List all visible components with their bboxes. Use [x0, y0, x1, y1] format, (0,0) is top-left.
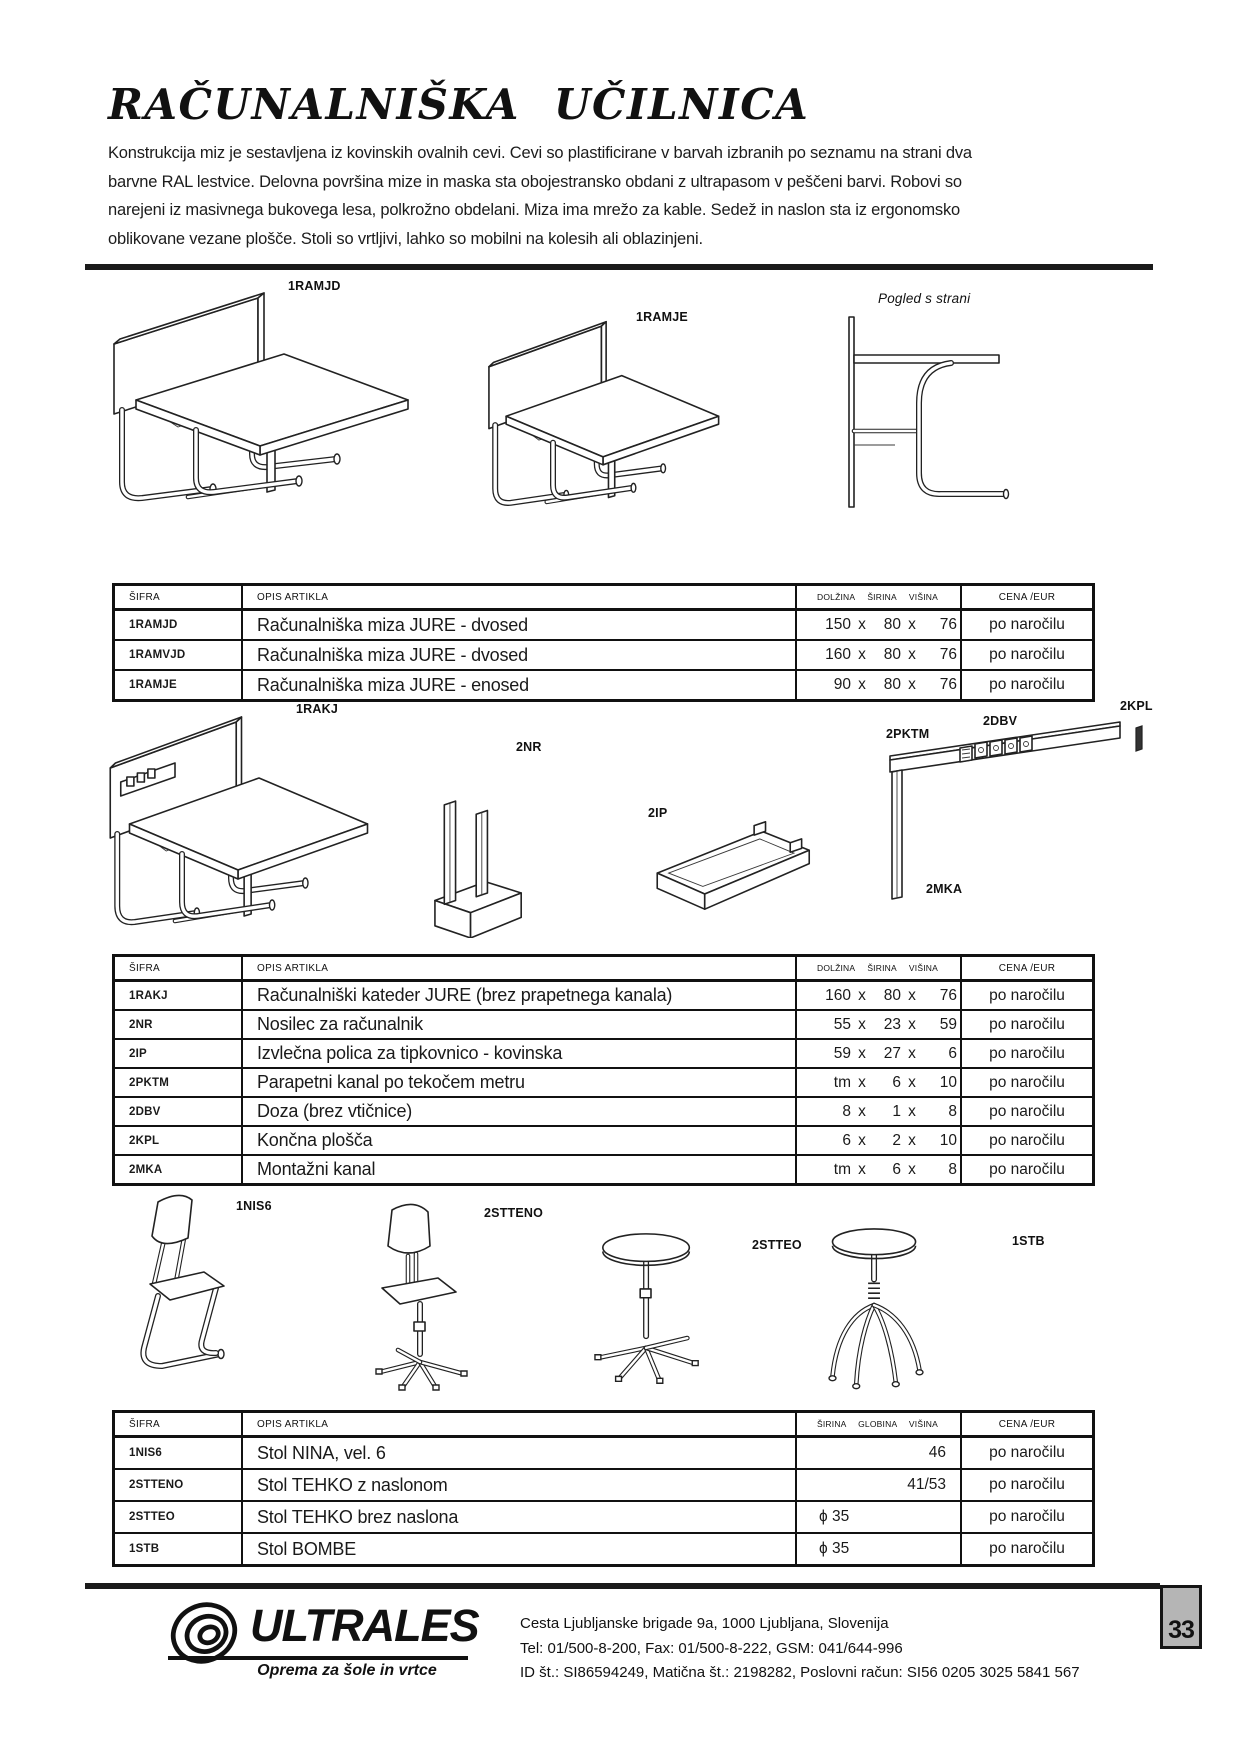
dimension-values	[797, 616, 960, 634]
brand-name: ULTRALES	[250, 1600, 479, 1651]
dim-value: 80	[883, 616, 901, 633]
table-row	[115, 639, 1092, 669]
item-description: Doza (brez vtičnice)	[243, 1098, 797, 1125]
code-column-header: ŠIFRA	[115, 586, 243, 608]
item-code: 2NR	[115, 1011, 243, 1038]
price-column-header: CENA /EUR	[998, 591, 1056, 603]
item-description: Računalniška miza JURE - enosed	[243, 671, 797, 699]
item-description: Nosilec za računalnik	[243, 1011, 797, 1038]
dim-separator: x	[858, 1044, 866, 1062]
price-column-header: CENA /EUR	[998, 962, 1056, 974]
dim-value: 90	[833, 676, 851, 693]
item-price: po naročilu	[989, 1508, 1065, 1525]
item-dimensions	[797, 1438, 962, 1468]
dim-value: 2	[892, 1131, 901, 1149]
dim-value: 80	[883, 986, 901, 1004]
dim-value: 55	[833, 1015, 851, 1033]
table-row	[115, 1500, 1092, 1532]
dim-value: 76	[939, 616, 957, 633]
footer-phones: Tel: 01/500-8-200, Fax: 01/500-8-222, GSM: 041/644-996	[520, 1639, 903, 1657]
dimension-word: VIŠINA	[908, 1419, 938, 1429]
dim-separator: x	[908, 1102, 916, 1120]
footer-address: Cesta Ljubljanske brigade 9a, 1000 Ljubljana, Slovenija	[520, 1615, 889, 1632]
item-description: Izvlečna polica za tipkovnico - kovinska	[243, 1040, 797, 1067]
table-row	[115, 1468, 1092, 1500]
intro-line: oblikovane vezane plošče. Stoli so vrtljivi, lahko so mobilni na kolesih ali oblazinjeni.	[108, 229, 703, 248]
dim-value: 76	[939, 986, 957, 1004]
item-code: 2STTEO	[115, 1502, 243, 1532]
item-dimensions	[797, 1098, 962, 1125]
item-dimensions	[797, 671, 962, 699]
item-code: 2IP	[115, 1040, 243, 1067]
dim-separator: x	[908, 1160, 916, 1178]
label-1ramjd: 1RAMJD	[288, 279, 341, 293]
item-price: po naročilu	[989, 986, 1065, 1004]
dim-separator: x	[908, 1073, 916, 1091]
item-code: 1RAMJD	[115, 611, 243, 639]
dim-separator: x	[908, 1131, 916, 1149]
dim-value: 76	[939, 646, 957, 663]
label-2dbv: 2DBV	[983, 714, 1018, 728]
dim-value: 59	[939, 1015, 957, 1033]
item-code: 1NIS6	[115, 1438, 243, 1468]
item-description: Končna plošča	[243, 1127, 797, 1154]
dimension-values	[797, 1045, 960, 1063]
dim-value: 10	[939, 1131, 957, 1149]
item-description: Stol BOMBE	[243, 1534, 797, 1564]
table-row	[115, 1096, 1092, 1125]
item-description: Računalniški kateder JURE (brez prapetnega kanala)	[243, 982, 797, 1009]
dim-separator: x	[858, 676, 866, 693]
table-row	[115, 669, 1092, 699]
dim-value: 46	[928, 1444, 946, 1461]
footer-contact	[520, 1612, 1080, 1686]
dimension-values	[797, 1103, 960, 1121]
item-price: po naročilu	[989, 1015, 1065, 1033]
dim-value: 76	[939, 676, 957, 693]
dim-separator: x	[908, 1044, 916, 1062]
dimension-word: ŠIRINA	[867, 592, 897, 602]
item-code: 2PKTM	[115, 1069, 243, 1096]
item-description: Računalniška miza JURE - dvosed	[243, 611, 797, 639]
item-code: 2DBV	[115, 1098, 243, 1125]
item-price: po naročilu	[989, 616, 1065, 633]
table-row	[115, 1009, 1092, 1038]
page-number-badge	[1160, 1585, 1202, 1649]
chair-1nis6-drawing	[128, 1188, 288, 1388]
dim-value: 41/53	[907, 1476, 946, 1493]
label-2pktm: 2PKTM	[886, 727, 930, 741]
dimension-values	[797, 676, 960, 694]
catalog-table-desks	[112, 583, 1095, 702]
dim-value: 10	[939, 1073, 957, 1091]
item-code: 2KPL	[115, 1127, 243, 1154]
dim-separator: x	[908, 1015, 916, 1033]
catalog-table-chairs	[112, 1410, 1095, 1567]
dim-value: 6	[892, 1160, 901, 1178]
item-dimensions	[797, 641, 962, 669]
item-price: po naročilu	[989, 1102, 1065, 1120]
item-dimensions	[797, 1534, 962, 1564]
item-dimensions	[797, 1470, 962, 1500]
item-code: 2MKA	[115, 1156, 243, 1183]
dim-value: 59	[833, 1044, 851, 1062]
keyboard-tray-2ip-drawing	[645, 818, 830, 913]
dim-value: 8	[948, 1160, 957, 1178]
computer-holder-2nr-drawing	[425, 788, 533, 938]
dimension-header-words	[797, 1419, 960, 1429]
table-header-row	[115, 957, 1092, 982]
dim-separator: x	[908, 986, 916, 1004]
dimension-word: VIŠINA	[908, 592, 938, 602]
item-price: po naročilu	[989, 1444, 1065, 1461]
dim-value: 80	[883, 646, 901, 663]
item-description: Montažni kanal	[243, 1156, 797, 1183]
item-description: Stol TEHKO brez naslona	[243, 1502, 797, 1532]
footer-rule	[85, 1583, 1160, 1589]
dim-value: 160	[825, 646, 851, 663]
table-row	[115, 1125, 1092, 1154]
dim-value: ϕ 35	[819, 1508, 850, 1525]
dimension-word: ŠIRINA	[817, 1419, 847, 1429]
dim-value: 23	[883, 1015, 901, 1033]
item-price: po naročilu	[989, 646, 1065, 663]
item-dimensions	[797, 982, 962, 1009]
table-row	[115, 1154, 1092, 1183]
table-row	[115, 1438, 1092, 1468]
dim-value: 1	[892, 1102, 901, 1120]
dim-value: 6	[892, 1073, 901, 1091]
item-code: 2STTENO	[115, 1470, 243, 1500]
dimension-header-words	[797, 963, 960, 973]
label-2mka: 2MKA	[926, 882, 963, 896]
item-description: Stol TEHKO z naslonom	[243, 1470, 797, 1500]
dim-value: 6	[842, 1131, 851, 1149]
label-side-view: Pogled s strani	[878, 291, 971, 306]
item-dimensions	[797, 611, 962, 639]
dim-value: 80	[883, 676, 901, 693]
label-2nr: 2NR	[516, 740, 542, 754]
item-dimensions	[797, 1011, 962, 1038]
dim-value: tm	[833, 1073, 851, 1091]
footer-ids: ID št.: SI86594249, Matična št.: 2198282, Poslovni račun: SI56 0205 3025 5841 567	[520, 1664, 1080, 1681]
dimension-word: GLOBINA	[858, 1419, 898, 1429]
dimension-word: VIŠINA	[908, 963, 938, 973]
desk-1ramje-drawing	[478, 312, 728, 524]
dimension-values	[797, 1132, 960, 1150]
dim-separator: x	[858, 1131, 866, 1149]
dimensions-column-header	[797, 957, 962, 979]
dim-value: 160	[825, 986, 851, 1004]
dimension-values	[797, 1074, 960, 1092]
code-column-header: ŠIFRA	[115, 957, 243, 979]
intro-line: Konstrukcija miz je sestavljena iz kovinskih ovalnih cevi. Cevi so plastificirane v barvah izbranih po seznamu na strani dva	[108, 144, 972, 162]
dim-separator: x	[908, 676, 916, 693]
brand-underline	[168, 1656, 468, 1660]
dimension-word: DOLŽINA	[817, 963, 856, 973]
label-1stb: 1STB	[1012, 1234, 1045, 1248]
item-dimensions	[797, 1040, 962, 1067]
item-dimensions	[797, 1502, 962, 1532]
item-code: 1RAKJ	[115, 982, 243, 1009]
label-2stteo: 2STTEO	[752, 1238, 802, 1252]
dimension-values	[797, 1016, 960, 1034]
table-row	[115, 1067, 1092, 1096]
catalog-table-accessories	[112, 954, 1095, 1186]
dimension-values	[797, 1161, 960, 1179]
label-2ip: 2IP	[648, 806, 668, 820]
item-price: po naročilu	[989, 1044, 1065, 1062]
dim-value: 27	[883, 1044, 901, 1062]
stool-1stb-drawing	[812, 1222, 942, 1400]
label-1nis6: 1NIS6	[236, 1199, 272, 1213]
item-code: 1RAMJE	[115, 671, 243, 699]
section-rule-top	[85, 264, 1153, 270]
item-code: 1RAMVJD	[115, 641, 243, 669]
table-row	[115, 611, 1092, 639]
table-header-row	[115, 1413, 1092, 1438]
brand-tagline: Oprema za šole in vrtce	[257, 1662, 437, 1679]
description-column-header: OPIS ARTIKLA	[243, 957, 797, 979]
dim-separator: x	[858, 1160, 866, 1178]
code-column-header: ŠIFRA	[115, 1413, 243, 1435]
dimension-word: DOLŽINA	[817, 592, 856, 602]
dim-separator: x	[908, 616, 916, 633]
item-description: Stol NINA, vel. 6	[243, 1438, 797, 1468]
chair-2stteno-drawing	[368, 1196, 488, 1401]
page-number: 33	[1168, 1616, 1194, 1644]
desk-side-view-drawing	[833, 305, 1018, 510]
item-price: po naročilu	[989, 676, 1065, 693]
dim-separator: x	[858, 616, 866, 633]
dimension-word: ŠIRINA	[867, 963, 897, 973]
parapet-channel-2pktm-drawing	[880, 712, 1160, 907]
item-dimensions	[797, 1069, 962, 1096]
label-1ramje: 1RAMJE	[636, 310, 688, 324]
table-row	[115, 1532, 1092, 1564]
intro-line: barvne RAL lestvice. Delovna površina mize in maska sta obojestransko obdani z ultrapasom v peščeni barvi. Robovi so	[108, 172, 962, 191]
table-header-row	[115, 586, 1092, 611]
dimension-values	[797, 987, 960, 1005]
item-price: po naročilu	[989, 1073, 1065, 1091]
dimension-header-words	[797, 592, 960, 602]
dim-value: ϕ 35	[819, 1540, 850, 1557]
label-2kpl: 2KPL	[1120, 699, 1153, 713]
stool-2stteo-drawing	[588, 1226, 713, 1398]
description-column-header: OPIS ARTIKLA	[243, 1413, 797, 1435]
dimensions-column-header	[797, 1413, 962, 1435]
dim-separator: x	[858, 1102, 866, 1120]
item-dimensions	[797, 1156, 962, 1183]
item-description: Računalniška miza JURE - dvosed	[243, 641, 797, 669]
dim-separator: x	[858, 986, 866, 1004]
dim-separator: x	[858, 1015, 866, 1033]
label-1rakj: 1RAKJ	[296, 702, 338, 716]
dim-value: 6	[948, 1044, 957, 1062]
table-row	[115, 982, 1092, 1009]
intro-line: narejeni iz masivnega bukovega lesa, polkrožno obdelani. Miza ima mrežo za kable. Sedež in naslon sta iz ergonomsko	[108, 201, 960, 219]
dim-value: 8	[948, 1102, 957, 1120]
item-price: po naročilu	[989, 1540, 1065, 1557]
page-title: RAČUNALNIŠKA UČILNICA	[108, 80, 810, 129]
dim-value: tm	[833, 1160, 851, 1178]
dim-separator: x	[908, 646, 916, 663]
item-dimensions	[797, 1127, 962, 1154]
dimension-values	[797, 646, 960, 664]
item-code: 1STB	[115, 1534, 243, 1564]
dim-separator: x	[858, 1073, 866, 1091]
description-column-header: OPIS ARTIKLA	[243, 586, 797, 608]
label-2stteno: 2STTENO	[484, 1206, 544, 1220]
dim-value: 150	[825, 616, 851, 633]
desk-1ramjd-drawing	[95, 282, 425, 522]
dimensions-column-header	[797, 586, 962, 608]
item-description: Parapetni kanal po tekočem metru	[243, 1069, 797, 1096]
item-price: po naročilu	[989, 1476, 1065, 1493]
table-row	[115, 1038, 1092, 1067]
item-price: po naročilu	[989, 1131, 1065, 1149]
price-column-header: CENA /EUR	[998, 1418, 1056, 1430]
item-price: po naročilu	[989, 1160, 1065, 1178]
dim-value: 8	[842, 1102, 851, 1120]
dim-separator: x	[858, 646, 866, 663]
intro-paragraph	[108, 139, 972, 253]
desk-1rakj-drawing	[98, 706, 378, 946]
